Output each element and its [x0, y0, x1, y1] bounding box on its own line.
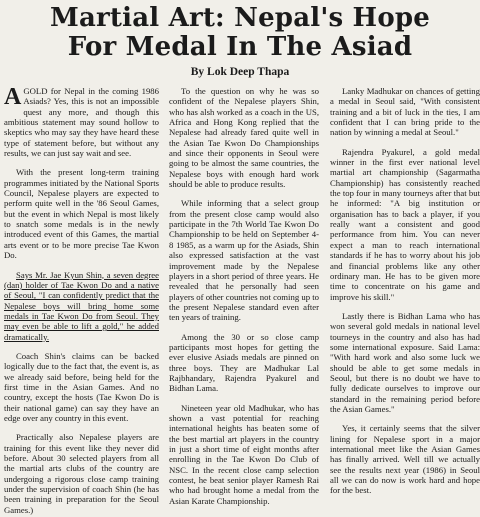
paragraph: Coach Shin's claims can be backed logically due to the fact that, the event is, as we already said before, being held for the first time in the Asian Games. And no country, except the hosts (Tae Kwon Do is their national game) can say they have an edge over any country in this event.: [4, 350, 159, 423]
paragraph-underlined: Says Mr. Jae Kyun Shin, a seven degree (dan) holder of Tae Kwon Do and a native of Seoul, "I can confidently predict that the Nepalese boys will bring home some medals in Tae Kwon Do from Seoul. They may even be able to lift a gold," he added dramatically.: [4, 269, 159, 342]
paragraph: Yes, it certainly seems that the silver lining for Nepalese sport in a major international meet like the Asian Games has finally arrived. Well till we actually see the results next year (1986) in Seoul all we can do now is work hard and hope for the best.: [330, 423, 480, 496]
paragraph: With the present long-term training programmes initiated by the National Sports Council, Nepalese players are expected to perform quite well in the '86 Seoul Games, but the event in which Nepal is most likely to snatch some medals is in the newly introduced event of this Games, the martial arts event or to be more precise Tae Kwon Do.: [4, 167, 159, 261]
column-1: [4, 86, 159, 515]
byline: By Lok Deep Thapa: [190, 66, 290, 78]
column-2: [169, 86, 319, 506]
paragraph: While informing that a select group from the present close camp would also participate in the 7th World Tae Kwon Do Championship to be held on September 4-8 1985, as a warm up for the Asiads, Shin also expressed satisfaction at the vast improvement made by the Nepalese players in a short period of three years. He revealed that he personally had seen players of other countries not coming up to the present Nepalese standard even after ten years of training.: [169, 198, 319, 323]
headline-line-2: For Medal In The Asiad: [67, 32, 413, 62]
paragraph: To the question on why he was so confident of the Nepalese players Shin, who has alsh worked as a coach in the US, Africa and Hong Kong replied that the Nepalese had already fared quite well in the Asian Tae Kwon Do Championships and since their opponents in Seoul were going to be almost the same countries, the Nepalese boys with enough hard work should be able to produce results.: [169, 86, 319, 190]
column-3: [330, 86, 480, 516]
paragraph: [4, 86, 159, 158]
paragraph: Nineteen year old Madhukar, who has shown a vast potential for reaching international heights has beaten some of the best martial art players in the country in just a short time of eight months after enrolling in the Tae Kwon Do Club of NSC. In the recent close camp selection contest, he beat senior player Ramesh Rai who had brought home a medal from the Asian Karate Championship.: [169, 402, 319, 506]
drop-cap: A: [4, 84, 22, 110]
headline-line-1: Martial Art: Nepal's Hope: [49, 3, 430, 33]
paragraph: Lastly there is Bidhan Lama who has won several gold medals in national level tourneys in the country and also has had some international exposure. Said Lama: "With hard work and also some luck we should be able to get some medals in Seoul, but there is no doubt we have to fully dedicate ourselves to improve our standard in the remaining period before the Asian Games.": [330, 310, 480, 414]
paragraph: Practically also Nepalese players are training for this event like they never did before. About 30 selected players from all the martial arts clubs of the country are undergoing a rigorous close camp training under the supervision of coach Shin (he has been training in preparation for the Seoul Games.): [4, 432, 159, 515]
paragraph: Among the 30 or so close camp participants most hopes for getting the ever elusive Asiads medals are pinned on three boys. They are Madhukar Lal Rajbhandary, Rajendra Pyakurel and Bidhan Lama.: [169, 331, 319, 394]
paragraph: Rajendra Pyakurel, a gold medal winner in the first ever national level martial art championship (Sagarmatha Championship) has consistently reached the top four in many tourneys after that but he informed: "A big institution or organisation has to back a player, if you really want a consistent and good performance from him. You can never expect a man to reach international standards if he has to worry about his job and financial problems like any other ordinary man. He has to be given more time to concentrate on his game and improve his skill.": [330, 146, 480, 302]
paragraph: Lanky Madhukar on chances of getting a medal in Seoul said, "With consistent training and a bit of luck in the ties, I am confident that I can bring pride to the nation by winning a medal at Seoul.": [330, 86, 480, 138]
article-headline: [0, 4, 480, 62]
paragraph-text: GOLD for Nepal in the coming 1986 Asiads? Yes, this is not an impossible quest any more, and though this ambitious statement may sound hollow to skeptics who may say they have heard these type of statement before, but without any results, we can just say wait and see.: [4, 86, 159, 159]
